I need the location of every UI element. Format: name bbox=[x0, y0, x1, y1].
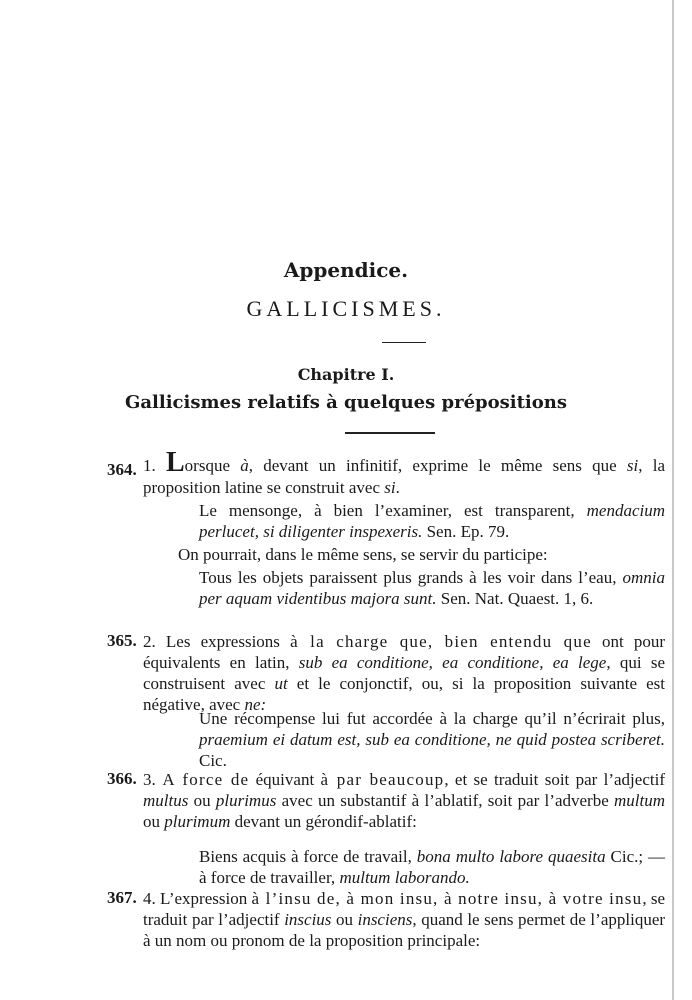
text: avec un substantif à l’ablatif, soit par l’adverbe bbox=[276, 791, 615, 810]
term: si bbox=[384, 478, 396, 497]
text: devant un gérondif-ablatif: bbox=[230, 812, 417, 831]
example-366 bbox=[199, 846, 665, 888]
divider-short bbox=[382, 342, 426, 343]
paragraph-366 bbox=[143, 769, 665, 832]
text: équivant bbox=[249, 770, 321, 789]
text: L’expression bbox=[155, 889, 252, 908]
text: Une récompense lui fut accordée à la charge qu’il n’écrirait plus, bbox=[199, 709, 665, 728]
item-number: 1. bbox=[143, 456, 156, 475]
example-364-2 bbox=[199, 567, 665, 609]
paragraph-number-367: 367. bbox=[107, 888, 137, 907]
latin-text: praemium ei datum est, sub ea conditione, ne quid postea scriberet. bbox=[199, 730, 665, 749]
term: à bbox=[240, 456, 249, 475]
text: , la proposition latine se construit avec bbox=[143, 456, 666, 497]
text: , se traduit par l’adjectif bbox=[143, 889, 665, 929]
paragraph-number-364: 364. bbox=[107, 460, 137, 479]
text: ont pour équivalents en latin, bbox=[143, 632, 665, 672]
expression: à l’insu de, à mon insu, à notre insu, à votre insu bbox=[251, 889, 643, 908]
text: ou bbox=[331, 910, 358, 929]
citation: Cic. bbox=[199, 751, 227, 770]
latin-text: ut bbox=[274, 674, 288, 693]
latin-text: multum laborando. bbox=[339, 868, 470, 887]
latin-text: insciens bbox=[357, 910, 413, 929]
text: Biens acquis à force de travail, bbox=[199, 847, 417, 866]
paragraph-number-366: 366. bbox=[107, 769, 137, 788]
text: . bbox=[395, 478, 400, 497]
item-number: 4. bbox=[143, 889, 156, 908]
divider-long bbox=[345, 432, 435, 434]
latin-text: sub ea conditione, ea conditione, ea lege bbox=[298, 653, 607, 672]
text: orsque bbox=[184, 456, 241, 475]
paragraph-number-365: 365. bbox=[107, 631, 137, 650]
example-364-1 bbox=[199, 500, 665, 542]
appendix-heading: Appendice. bbox=[283, 258, 409, 282]
citation: Sen. Ep. 79. bbox=[422, 522, 510, 541]
latin-text: omnia per aquam videntibus majora sunt. bbox=[199, 568, 665, 608]
item-number: 2. bbox=[143, 632, 156, 651]
latin-text: plurimus bbox=[215, 791, 277, 810]
example-365 bbox=[199, 708, 665, 771]
text: , qui se construisent avec bbox=[143, 653, 665, 693]
expression: à la charge que, bien entendu que bbox=[290, 632, 592, 651]
page-title: GALLICISMES. bbox=[246, 296, 446, 321]
text: , et se traduit soit par l’adjectif bbox=[444, 770, 665, 789]
text: ou bbox=[143, 812, 165, 831]
paragraph-364 bbox=[143, 447, 666, 499]
chapter-title: Gallicismes relatifs à quelques prépositions bbox=[125, 392, 567, 413]
citation: Sen. Nat. Quaest. 1, 6. bbox=[436, 589, 594, 608]
note-364: On pourrait, dans le même sens, se servir du participe: bbox=[178, 545, 548, 564]
paragraph-367 bbox=[143, 888, 665, 951]
text: , quand le sens permet de l’appliquer à un nom ou pronom de la proposition principale: bbox=[143, 910, 666, 950]
text: et le conjonctif, ou, si la proposition suivante est négative, avec bbox=[143, 674, 665, 714]
latin-text: bona multo labore quaesita bbox=[416, 847, 606, 866]
text: Le mensonge, à bien l’examiner, est transparent, bbox=[199, 501, 587, 520]
latin-text: inscius bbox=[284, 910, 332, 929]
latin-text: plurimum bbox=[164, 812, 231, 831]
text: Les expressions bbox=[155, 632, 291, 651]
latin-text: multum bbox=[614, 791, 666, 810]
item-number: 3. bbox=[143, 770, 156, 789]
citation: Cic.; — à force de travailler, bbox=[199, 847, 665, 887]
latin-text: mendacium perlucet, si diligenter inspexeris. bbox=[199, 501, 665, 541]
text: Tous les objets paraissent plus grands à les voir dans l’eau, bbox=[199, 568, 623, 587]
page-edge-shadow bbox=[672, 0, 674, 1000]
text: , devant un infinitif, exprime le même sens que bbox=[248, 456, 627, 475]
latin-text: ne: bbox=[244, 695, 267, 714]
paragraph-365 bbox=[143, 631, 665, 715]
expression: à par beaucoup bbox=[320, 770, 445, 789]
text: ou bbox=[188, 791, 216, 810]
expression: A force de bbox=[155, 770, 250, 789]
chapter-heading: Chapitre I. bbox=[297, 365, 395, 384]
latin-text: multus bbox=[143, 791, 189, 810]
drop-cap: L bbox=[165, 447, 185, 478]
term: si bbox=[626, 456, 639, 475]
